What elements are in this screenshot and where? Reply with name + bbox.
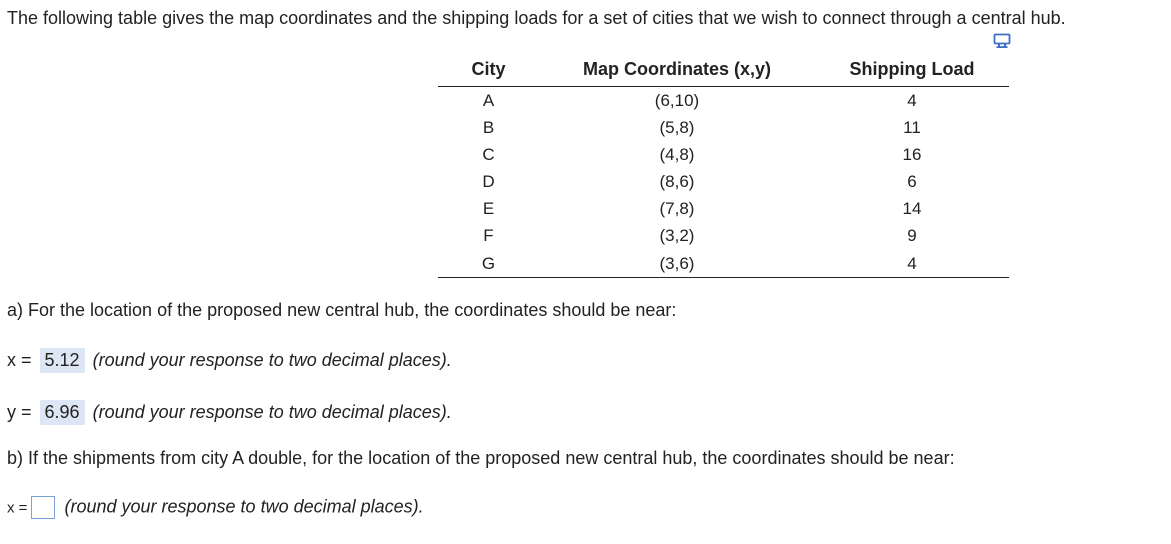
city-cell: D — [482, 172, 495, 191]
y-answer-field[interactable]: 6.96 — [40, 400, 85, 425]
coords-cell: (3,6) — [539, 249, 815, 278]
table-row — [438, 114, 1009, 141]
x-label: x = — [7, 350, 32, 370]
part-a-y-line — [7, 400, 452, 425]
intro-text: The following table gives the map coordinates and the shipping loads for a set of cities that we wish to connect through a central hub. — [7, 8, 1066, 28]
x-answer-field[interactable]: 5.12 — [40, 348, 85, 373]
coords-cell: (7,8) — [659, 199, 695, 218]
table-row — [438, 168, 1009, 195]
part-a-prompt: a) For the location of the proposed new central hub, the coordinates should be near: — [7, 300, 677, 320]
city-cell: F — [483, 226, 494, 245]
part-a-x-line — [7, 348, 452, 373]
city-cell: A — [482, 91, 495, 110]
load-cell: 9 — [907, 226, 917, 245]
load-cell: 4 — [815, 249, 1009, 278]
city-cell: C — [482, 145, 495, 164]
coords-cell: (8,6) — [659, 172, 695, 191]
load-cell: 11 — [903, 118, 921, 137]
table-row — [438, 249, 1009, 278]
x-hint: (round your response to two decimal places). — [92, 350, 452, 370]
coords-cell: (3,2) — [659, 226, 695, 245]
coords-cell: (5,8) — [659, 118, 695, 137]
load-cell: 6 — [907, 172, 917, 191]
y-hint: (round your response to two decimal places). — [92, 402, 452, 422]
table-row — [438, 141, 1009, 168]
y-label: y = — [7, 402, 32, 422]
copy-table-icon[interactable] — [993, 33, 1011, 49]
coords-cell: (6,10) — [654, 91, 700, 110]
table-row — [438, 87, 1009, 115]
part-b-x-label: x = — [7, 499, 28, 517]
header-city: City — [438, 58, 539, 87]
header-coordinates: Map Coordinates (x,y) — [539, 58, 815, 87]
part-b-x-hint: (round your response to two decimal places). — [64, 496, 424, 517]
load-cell: 16 — [902, 145, 922, 164]
part-b-x-line — [7, 496, 424, 519]
city-cell: G — [438, 249, 539, 278]
city-cell: B — [482, 118, 495, 137]
load-cell: 14 — [902, 199, 922, 218]
table-header-row — [438, 58, 1009, 87]
table-row — [438, 195, 1009, 222]
part-b-prompt: b) If the shipments from city A double, for the location of the proposed new central hub, the coordinates should be near: — [7, 448, 955, 468]
part-b-x-input[interactable] — [31, 496, 55, 519]
coords-cell: (4,8) — [659, 145, 695, 164]
load-cell: 4 — [907, 91, 917, 110]
table-row — [438, 222, 1009, 249]
data-table — [438, 58, 1009, 278]
header-shipping-load: Shipping Load — [815, 58, 1009, 87]
city-cell: E — [482, 199, 495, 218]
